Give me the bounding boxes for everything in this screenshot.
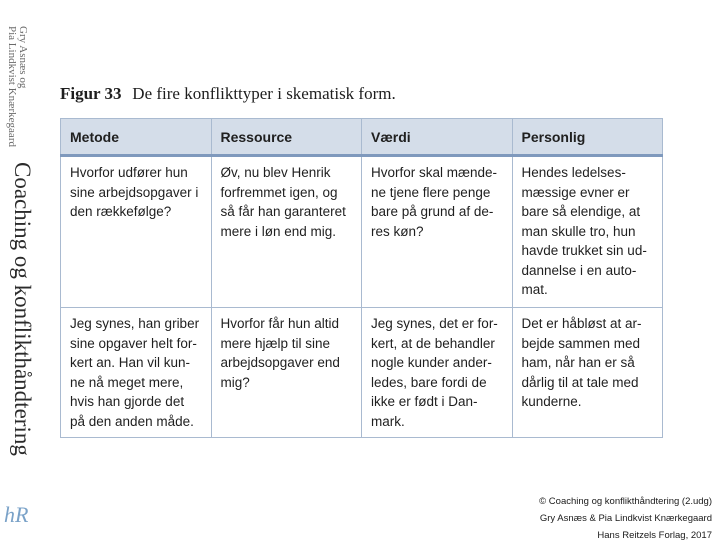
spine-authors-line2: Pia Lindkvist Knærkegaard xyxy=(6,26,18,147)
conflict-types-table xyxy=(60,118,663,438)
copyright-line2: Gry Asnæs & Pia Lindkvist Knærkegaard xyxy=(539,513,712,524)
table-cell: Hvorfor udfører hun sine arbejdsopgaver i den rækkefølge? xyxy=(61,156,212,308)
table-cell: Øv, nu blev Henrik forfremmet igen, og så får han garanteret mere i løn end mig. xyxy=(211,156,362,308)
figure-number: Figur 33 xyxy=(60,84,122,103)
table-row xyxy=(61,308,663,438)
book-spine xyxy=(0,0,48,540)
copyright-notice xyxy=(539,493,712,544)
figure-title xyxy=(60,84,396,104)
copyright-line3: Hans Reitzels Forlag, 2017 xyxy=(597,530,712,541)
table-cell: Hendes ledelses-mæssige evner er bare så elendige, at man skulle tro, hun havde trukket sin ud-dannelse i en auto-mat. xyxy=(512,156,663,308)
publisher-logo-text: hR xyxy=(4,502,29,527)
table-cell: Jeg synes, han griber sine opgaver helt for-kert an. Han vil kun-ne nå meget mere, hvis han gjorde det på den anden måde. xyxy=(61,308,212,438)
spine-book-title: Coaching og konflikthåndtering xyxy=(10,162,35,456)
table-cell: Hvorfor får hun altid mere hjælp til sine arbejdsopgaver end mig? xyxy=(211,308,362,438)
publisher-logo-icon xyxy=(3,500,33,530)
table-cell: Det er håbløst at ar-bejde sammen med ham, når han er så dårlig til at tale med kunderne. xyxy=(512,308,663,438)
column-header-ressource: Ressource xyxy=(211,119,362,156)
copyright-line1: © Coaching og konflikthåndtering (2.udg) xyxy=(539,496,712,507)
table-row xyxy=(61,156,663,308)
table-cell: Hvorfor skal mænde-ne tjene flere penge bare på grund af de-res køn? xyxy=(362,156,513,308)
spine-authors-line1: Gry Asnæs og xyxy=(17,26,29,89)
column-header-vaerdi: Værdi xyxy=(362,119,513,156)
figure-caption: De fire konflikttyper i skematisk form. xyxy=(132,84,396,103)
table-cell: Jeg synes, det er for-kert, at de behandler nogle kunder ander-ledes, bare fordi de ikke er født i Dan-mark. xyxy=(362,308,513,438)
table-header-row xyxy=(61,119,663,156)
column-header-personlig: Personlig xyxy=(512,119,663,156)
spine-authors xyxy=(6,26,28,147)
column-header-metode: Metode xyxy=(61,119,212,156)
